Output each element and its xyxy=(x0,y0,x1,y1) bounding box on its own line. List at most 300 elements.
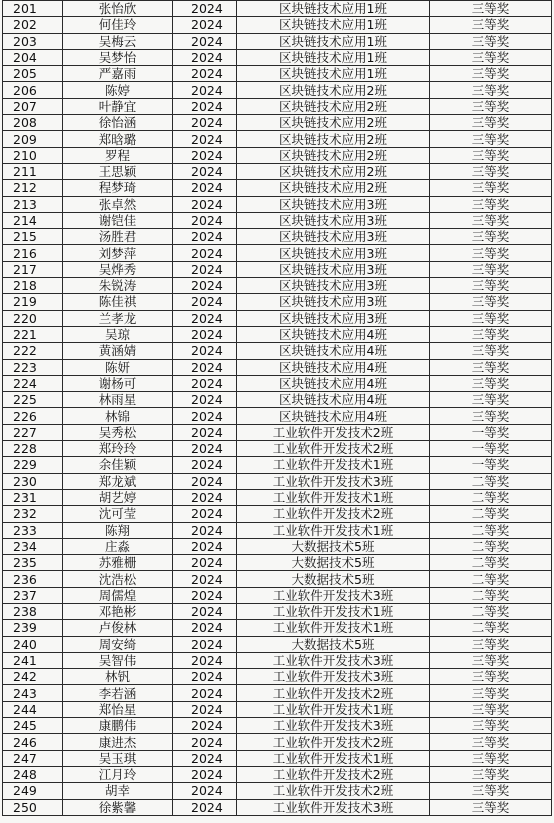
row-number-cell: 209 xyxy=(3,131,63,147)
year-cell: 2024 xyxy=(173,603,237,619)
student-name-cell: 谢铠佳 xyxy=(63,212,173,228)
year-cell: 2024 xyxy=(173,408,237,424)
row-number-cell: 221 xyxy=(3,326,63,342)
table-row xyxy=(3,750,552,766)
student-name-cell: 程梦琦 xyxy=(63,180,173,196)
table-row xyxy=(3,343,552,359)
award-level-cell: 三等奖 xyxy=(430,82,552,98)
row-number-cell: 224 xyxy=(3,375,63,391)
student-name-cell: 张卓然 xyxy=(63,196,173,212)
year-cell: 2024 xyxy=(173,750,237,766)
table-row xyxy=(3,180,552,196)
class-name-cell: 工业软件开发技术3班 xyxy=(237,473,430,489)
student-name-cell: 庄淼 xyxy=(63,538,173,554)
year-cell: 2024 xyxy=(173,522,237,538)
student-name-cell: 康鹏伟 xyxy=(63,718,173,734)
row-number-cell: 206 xyxy=(3,82,63,98)
table-row xyxy=(3,587,552,603)
award-level-cell: 三等奖 xyxy=(430,734,552,750)
class-name-cell: 区块链技术应用3班 xyxy=(237,196,430,212)
table-row xyxy=(3,310,552,326)
student-name-cell: 李若涵 xyxy=(63,685,173,701)
student-name-cell: 胡艺婷 xyxy=(63,489,173,505)
award-level-cell: 三等奖 xyxy=(430,49,552,65)
award-level-cell: 二等奖 xyxy=(430,538,552,554)
award-level-cell: 三等奖 xyxy=(430,261,552,277)
class-name-cell: 区块链技术应用2班 xyxy=(237,163,430,179)
table-row xyxy=(3,652,552,668)
year-cell: 2024 xyxy=(173,489,237,505)
table-row xyxy=(3,603,552,619)
row-number-cell: 236 xyxy=(3,571,63,587)
row-number-cell: 218 xyxy=(3,278,63,294)
table-row xyxy=(3,98,552,114)
row-number-cell: 219 xyxy=(3,294,63,310)
student-name-cell: 吴琼 xyxy=(63,326,173,342)
row-number-cell: 244 xyxy=(3,701,63,717)
student-name-cell: 吴玉琪 xyxy=(63,750,173,766)
class-name-cell: 工业软件开发技术2班 xyxy=(237,441,430,457)
class-name-cell: 区块链技术应用3班 xyxy=(237,245,430,261)
class-name-cell: 工业软件开发技术3班 xyxy=(237,652,430,668)
student-name-cell: 兰孝龙 xyxy=(63,310,173,326)
award-level-cell: 三等奖 xyxy=(430,212,552,228)
student-name-cell: 何佳玲 xyxy=(63,17,173,33)
year-cell: 2024 xyxy=(173,473,237,489)
class-name-cell: 大数据技术5班 xyxy=(237,538,430,554)
class-name-cell: 工业软件开发技术3班 xyxy=(237,799,430,815)
year-cell: 2024 xyxy=(173,17,237,33)
table-row xyxy=(3,522,552,538)
year-cell: 2024 xyxy=(173,147,237,163)
year-cell: 2024 xyxy=(173,652,237,668)
year-cell: 2024 xyxy=(173,669,237,685)
row-number-cell: 223 xyxy=(3,359,63,375)
row-number-cell: 225 xyxy=(3,392,63,408)
table-row xyxy=(3,147,552,163)
class-name-cell: 区块链技术应用2班 xyxy=(237,180,430,196)
year-cell: 2024 xyxy=(173,734,237,750)
row-number-cell: 205 xyxy=(3,66,63,82)
year-cell: 2024 xyxy=(173,294,237,310)
class-name-cell: 区块链技术应用1班 xyxy=(237,17,430,33)
year-cell: 2024 xyxy=(173,131,237,147)
award-level-cell: 三等奖 xyxy=(430,66,552,82)
award-level-cell: 三等奖 xyxy=(430,147,552,163)
student-name-cell: 吴秀松 xyxy=(63,424,173,440)
award-level-cell: 三等奖 xyxy=(430,685,552,701)
award-level-cell: 三等奖 xyxy=(430,766,552,782)
row-number-cell: 229 xyxy=(3,457,63,473)
student-name-cell: 周安绮 xyxy=(63,636,173,652)
table-row xyxy=(3,245,552,261)
award-level-cell: 三等奖 xyxy=(430,326,552,342)
award-level-cell: 二等奖 xyxy=(430,473,552,489)
table-row xyxy=(3,489,552,505)
table-row xyxy=(3,473,552,489)
award-level-cell: 二等奖 xyxy=(430,587,552,603)
student-name-cell: 陈婷 xyxy=(63,82,173,98)
class-name-cell: 工业软件开发技术2班 xyxy=(237,424,430,440)
award-level-cell: 三等奖 xyxy=(430,392,552,408)
year-cell: 2024 xyxy=(173,457,237,473)
student-name-cell: 吴梦怡 xyxy=(63,49,173,65)
class-name-cell: 区块链技术应用3班 xyxy=(237,278,430,294)
year-cell: 2024 xyxy=(173,375,237,391)
student-name-cell: 严嘉雨 xyxy=(63,66,173,82)
year-cell: 2024 xyxy=(173,392,237,408)
year-cell: 2024 xyxy=(173,98,237,114)
award-roster-table xyxy=(2,0,552,816)
table-row xyxy=(3,408,552,424)
class-name-cell: 工业软件开发技术3班 xyxy=(237,669,430,685)
table-row xyxy=(3,163,552,179)
class-name-cell: 区块链技术应用2班 xyxy=(237,131,430,147)
award-level-cell: 一等奖 xyxy=(430,424,552,440)
award-level-cell: 三等奖 xyxy=(430,310,552,326)
year-cell: 2024 xyxy=(173,229,237,245)
year-cell: 2024 xyxy=(173,571,237,587)
student-name-cell: 余佳颖 xyxy=(63,457,173,473)
table-row xyxy=(3,375,552,391)
year-cell: 2024 xyxy=(173,538,237,554)
class-name-cell: 工业软件开发技术3班 xyxy=(237,587,430,603)
table-row xyxy=(3,261,552,277)
year-cell: 2024 xyxy=(173,1,237,17)
row-number-cell: 231 xyxy=(3,489,63,505)
award-level-cell: 三等奖 xyxy=(430,115,552,131)
student-name-cell: 朱锐涛 xyxy=(63,278,173,294)
table-row xyxy=(3,392,552,408)
row-number-cell: 216 xyxy=(3,245,63,261)
row-number-cell: 239 xyxy=(3,620,63,636)
row-number-cell: 204 xyxy=(3,49,63,65)
class-name-cell: 区块链技术应用2班 xyxy=(237,82,430,98)
year-cell: 2024 xyxy=(173,180,237,196)
table-row xyxy=(3,17,552,33)
row-number-cell: 232 xyxy=(3,506,63,522)
table-row xyxy=(3,359,552,375)
row-number-cell: 213 xyxy=(3,196,63,212)
table-row xyxy=(3,799,552,815)
table-row xyxy=(3,457,552,473)
table-row xyxy=(3,131,552,147)
award-level-cell: 二等奖 xyxy=(430,489,552,505)
class-name-cell: 工业软件开发技术1班 xyxy=(237,603,430,619)
table-row xyxy=(3,294,552,310)
class-name-cell: 工业软件开发技术1班 xyxy=(237,522,430,538)
table-row xyxy=(3,555,552,571)
award-level-cell: 三等奖 xyxy=(430,245,552,261)
student-name-cell: 郑晗璐 xyxy=(63,131,173,147)
year-cell: 2024 xyxy=(173,359,237,375)
year-cell: 2024 xyxy=(173,441,237,457)
class-name-cell: 区块链技术应用3班 xyxy=(237,261,430,277)
student-name-cell: 徐怡涵 xyxy=(63,115,173,131)
year-cell: 2024 xyxy=(173,261,237,277)
class-name-cell: 大数据技术5班 xyxy=(237,555,430,571)
student-name-cell: 陈妍 xyxy=(63,359,173,375)
award-level-cell: 二等奖 xyxy=(430,620,552,636)
student-name-cell: 康进杰 xyxy=(63,734,173,750)
row-number-cell: 201 xyxy=(3,1,63,17)
class-name-cell: 区块链技术应用1班 xyxy=(237,1,430,17)
award-level-cell: 三等奖 xyxy=(430,408,552,424)
award-level-cell: 三等奖 xyxy=(430,180,552,196)
student-name-cell: 邓艳彬 xyxy=(63,603,173,619)
award-level-cell: 三等奖 xyxy=(430,17,552,33)
class-name-cell: 区块链技术应用2班 xyxy=(237,147,430,163)
class-name-cell: 大数据技术5班 xyxy=(237,571,430,587)
award-level-cell: 三等奖 xyxy=(430,278,552,294)
row-number-cell: 237 xyxy=(3,587,63,603)
award-level-cell: 三等奖 xyxy=(430,783,552,799)
table-row xyxy=(3,571,552,587)
year-cell: 2024 xyxy=(173,766,237,782)
year-cell: 2024 xyxy=(173,245,237,261)
class-name-cell: 区块链技术应用2班 xyxy=(237,98,430,114)
class-name-cell: 区块链技术应用4班 xyxy=(237,326,430,342)
table-row xyxy=(3,620,552,636)
student-name-cell: 叶静宜 xyxy=(63,98,173,114)
award-level-cell: 三等奖 xyxy=(430,799,552,815)
table-row xyxy=(3,424,552,440)
award-level-cell: 二等奖 xyxy=(430,571,552,587)
table-row xyxy=(3,685,552,701)
student-name-cell: 谢杨可 xyxy=(63,375,173,391)
row-number-cell: 208 xyxy=(3,115,63,131)
student-name-cell: 沈可莹 xyxy=(63,506,173,522)
student-name-cell: 吴梅云 xyxy=(63,33,173,49)
class-name-cell: 区块链技术应用3班 xyxy=(237,229,430,245)
student-name-cell: 陈佳祺 xyxy=(63,294,173,310)
row-number-cell: 249 xyxy=(3,783,63,799)
award-level-cell: 三等奖 xyxy=(430,196,552,212)
row-number-cell: 238 xyxy=(3,603,63,619)
class-name-cell: 区块链技术应用3班 xyxy=(237,310,430,326)
row-number-cell: 207 xyxy=(3,98,63,114)
class-name-cell: 工业软件开发技术1班 xyxy=(237,489,430,505)
row-number-cell: 234 xyxy=(3,538,63,554)
row-number-cell: 248 xyxy=(3,766,63,782)
student-name-cell: 陈翔 xyxy=(63,522,173,538)
row-number-cell: 233 xyxy=(3,522,63,538)
student-name-cell: 吴智伟 xyxy=(63,652,173,668)
year-cell: 2024 xyxy=(173,343,237,359)
class-name-cell: 区块链技术应用1班 xyxy=(237,66,430,82)
table-row xyxy=(3,718,552,734)
award-level-cell: 二等奖 xyxy=(430,522,552,538)
student-name-cell: 郑玲玲 xyxy=(63,441,173,457)
award-level-cell: 二等奖 xyxy=(430,603,552,619)
award-level-cell: 二等奖 xyxy=(430,555,552,571)
class-name-cell: 工业软件开发技术1班 xyxy=(237,457,430,473)
year-cell: 2024 xyxy=(173,278,237,294)
row-number-cell: 227 xyxy=(3,424,63,440)
table-row xyxy=(3,82,552,98)
class-name-cell: 区块链技术应用1班 xyxy=(237,49,430,65)
student-name-cell: 林雨星 xyxy=(63,392,173,408)
award-level-cell: 三等奖 xyxy=(430,1,552,17)
student-name-cell: 林钒 xyxy=(63,669,173,685)
table-row xyxy=(3,669,552,685)
table-row xyxy=(3,278,552,294)
year-cell: 2024 xyxy=(173,718,237,734)
year-cell: 2024 xyxy=(173,506,237,522)
row-number-cell: 211 xyxy=(3,163,63,179)
year-cell: 2024 xyxy=(173,326,237,342)
year-cell: 2024 xyxy=(173,701,237,717)
row-number-cell: 202 xyxy=(3,17,63,33)
table-row xyxy=(3,1,552,17)
class-name-cell: 区块链技术应用3班 xyxy=(237,212,430,228)
table-row xyxy=(3,701,552,717)
class-name-cell: 区块链技术应用4班 xyxy=(237,359,430,375)
table-row xyxy=(3,766,552,782)
award-level-cell: 三等奖 xyxy=(430,229,552,245)
year-cell: 2024 xyxy=(173,163,237,179)
row-number-cell: 243 xyxy=(3,685,63,701)
student-name-cell: 罗程 xyxy=(63,147,173,163)
class-name-cell: 工业软件开发技术1班 xyxy=(237,701,430,717)
row-number-cell: 241 xyxy=(3,652,63,668)
row-number-cell: 235 xyxy=(3,555,63,571)
table-row xyxy=(3,49,552,65)
row-number-cell: 226 xyxy=(3,408,63,424)
year-cell: 2024 xyxy=(173,82,237,98)
class-name-cell: 区块链技术应用4班 xyxy=(237,408,430,424)
student-name-cell: 刘梦萍 xyxy=(63,245,173,261)
year-cell: 2024 xyxy=(173,799,237,815)
student-name-cell: 胡幸 xyxy=(63,783,173,799)
table-row xyxy=(3,636,552,652)
award-level-cell: 三等奖 xyxy=(430,359,552,375)
year-cell: 2024 xyxy=(173,783,237,799)
student-name-cell: 郑怡星 xyxy=(63,701,173,717)
class-name-cell: 工业软件开发技术2班 xyxy=(237,734,430,750)
row-number-cell: 247 xyxy=(3,750,63,766)
student-name-cell: 汤胜君 xyxy=(63,229,173,245)
table-row xyxy=(3,229,552,245)
award-level-cell: 三等奖 xyxy=(430,375,552,391)
award-level-cell: 三等奖 xyxy=(430,701,552,717)
year-cell: 2024 xyxy=(173,587,237,603)
year-cell: 2024 xyxy=(173,636,237,652)
row-number-cell: 246 xyxy=(3,734,63,750)
row-number-cell: 222 xyxy=(3,343,63,359)
class-name-cell: 工业软件开发技术1班 xyxy=(237,750,430,766)
student-name-cell: 吴烨秀 xyxy=(63,261,173,277)
year-cell: 2024 xyxy=(173,66,237,82)
student-name-cell: 江月玲 xyxy=(63,766,173,782)
student-name-cell: 郑龙斌 xyxy=(63,473,173,489)
table-row xyxy=(3,33,552,49)
row-number-cell: 245 xyxy=(3,718,63,734)
row-number-cell: 215 xyxy=(3,229,63,245)
class-name-cell: 区块链技术应用1班 xyxy=(237,33,430,49)
year-cell: 2024 xyxy=(173,115,237,131)
row-number-cell: 230 xyxy=(3,473,63,489)
row-number-cell: 214 xyxy=(3,212,63,228)
roster-body xyxy=(3,1,552,816)
student-name-cell: 周儒煌 xyxy=(63,587,173,603)
row-number-cell: 210 xyxy=(3,147,63,163)
student-name-cell: 卢俊林 xyxy=(63,620,173,636)
award-level-cell: 一等奖 xyxy=(430,441,552,457)
table-row xyxy=(3,734,552,750)
year-cell: 2024 xyxy=(173,555,237,571)
table-row xyxy=(3,441,552,457)
row-number-cell: 242 xyxy=(3,669,63,685)
student-name-cell: 张怡欣 xyxy=(63,1,173,17)
award-level-cell: 三等奖 xyxy=(430,636,552,652)
class-name-cell: 区块链技术应用4班 xyxy=(237,343,430,359)
student-name-cell: 苏雅栅 xyxy=(63,555,173,571)
award-level-cell: 三等奖 xyxy=(430,652,552,668)
table-row xyxy=(3,783,552,799)
class-name-cell: 工业软件开发技术3班 xyxy=(237,718,430,734)
class-name-cell: 工业软件开发技术2班 xyxy=(237,685,430,701)
year-cell: 2024 xyxy=(173,196,237,212)
student-name-cell: 黄涵婧 xyxy=(63,343,173,359)
table-row xyxy=(3,506,552,522)
table-row xyxy=(3,196,552,212)
year-cell: 2024 xyxy=(173,49,237,65)
year-cell: 2024 xyxy=(173,310,237,326)
year-cell: 2024 xyxy=(173,685,237,701)
class-name-cell: 工业软件开发技术1班 xyxy=(237,620,430,636)
award-level-cell: 三等奖 xyxy=(430,33,552,49)
class-name-cell: 区块链技术应用3班 xyxy=(237,294,430,310)
award-level-cell: 三等奖 xyxy=(430,718,552,734)
row-number-cell: 203 xyxy=(3,33,63,49)
row-number-cell: 240 xyxy=(3,636,63,652)
table-row xyxy=(3,326,552,342)
award-level-cell: 一等奖 xyxy=(430,457,552,473)
row-number-cell: 220 xyxy=(3,310,63,326)
student-name-cell: 徐紫馨 xyxy=(63,799,173,815)
year-cell: 2024 xyxy=(173,424,237,440)
table-row xyxy=(3,538,552,554)
class-name-cell: 区块链技术应用2班 xyxy=(237,115,430,131)
student-name-cell: 林锦 xyxy=(63,408,173,424)
table-row xyxy=(3,115,552,131)
row-number-cell: 250 xyxy=(3,799,63,815)
class-name-cell: 区块链技术应用4班 xyxy=(237,375,430,391)
class-name-cell: 工业软件开发技术2班 xyxy=(237,506,430,522)
award-level-cell: 二等奖 xyxy=(430,506,552,522)
student-name-cell: 王思颖 xyxy=(63,163,173,179)
award-level-cell: 三等奖 xyxy=(430,343,552,359)
year-cell: 2024 xyxy=(173,212,237,228)
class-name-cell: 工业软件开发技术2班 xyxy=(237,783,430,799)
student-name-cell: 沈浩松 xyxy=(63,571,173,587)
award-level-cell: 三等奖 xyxy=(430,163,552,179)
year-cell: 2024 xyxy=(173,33,237,49)
award-level-cell: 三等奖 xyxy=(430,131,552,147)
row-number-cell: 228 xyxy=(3,441,63,457)
award-level-cell: 三等奖 xyxy=(430,294,552,310)
row-number-cell: 217 xyxy=(3,261,63,277)
class-name-cell: 大数据技术5班 xyxy=(237,636,430,652)
class-name-cell: 区块链技术应用4班 xyxy=(237,392,430,408)
table-row xyxy=(3,212,552,228)
class-name-cell: 工业软件开发技术2班 xyxy=(237,766,430,782)
table-row xyxy=(3,66,552,82)
award-level-cell: 三等奖 xyxy=(430,750,552,766)
year-cell: 2024 xyxy=(173,620,237,636)
award-level-cell: 三等奖 xyxy=(430,669,552,685)
